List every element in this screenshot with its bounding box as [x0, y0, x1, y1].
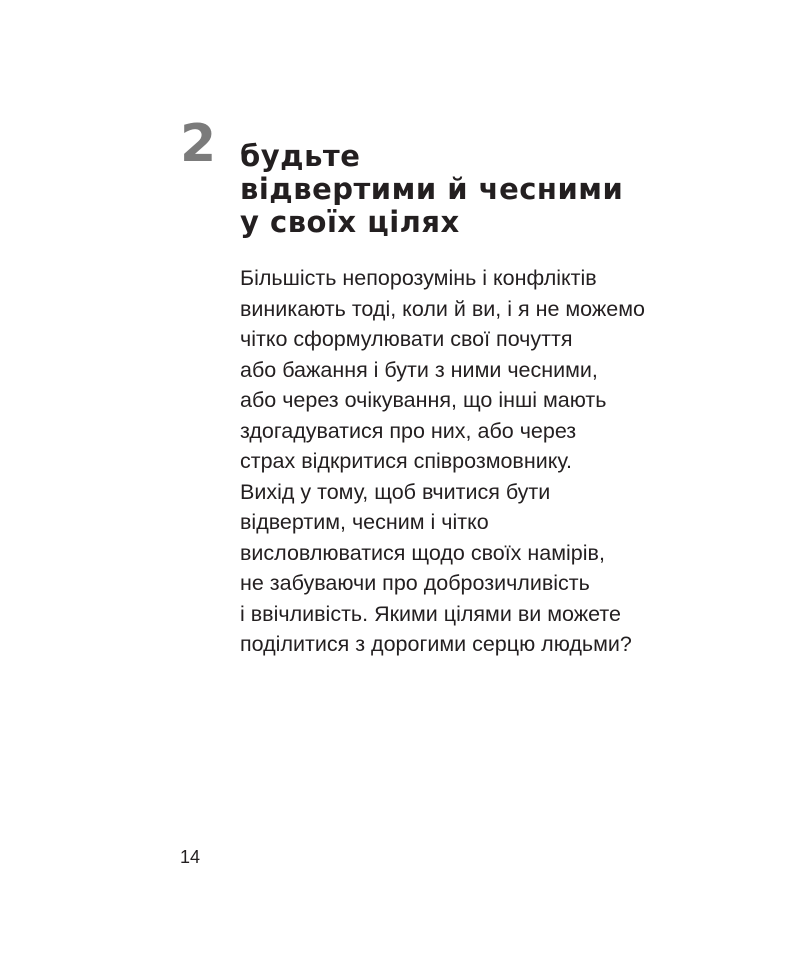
body-line: Вихід у тому, щоб вчитися бути: [240, 479, 551, 504]
body-line: або бажання і бути з ними чесними,: [240, 357, 598, 382]
page-number: 14: [180, 847, 201, 867]
body-line: висловлюватися щодо своїх намірів,: [240, 540, 605, 565]
chapter-title-line: у своїх цілях: [240, 205, 460, 239]
body-line: страх відкритися співрозмовнику.: [240, 449, 572, 473]
body-line: і ввічливість. Якими цілями ви можете: [240, 601, 621, 626]
chapter-title: [240, 140, 680, 239]
body-line: чітко сформулювати свої почуття: [240, 327, 573, 351]
chapter-title-line: будьте: [240, 139, 361, 173]
body-line: або через очікування, що інші мають: [240, 388, 607, 412]
body-paragraph: [240, 263, 660, 660]
chapter-number: 2: [180, 114, 217, 174]
body-line: виникають тоді, коли й ви, і я не можемо: [240, 296, 645, 321]
body-line: Більшість непорозумінь і конфліктів: [240, 266, 597, 290]
chapter-title-line: відвертими й чесними: [240, 172, 624, 206]
body-line: поділитися з дорогими серцю людьми?: [240, 632, 632, 656]
body-line: здогадуватися про них, або через: [240, 418, 577, 443]
body-line: не забуваючи про доброзичливість: [240, 571, 590, 595]
body-line: відвертим, чесним і чітко: [240, 510, 489, 534]
